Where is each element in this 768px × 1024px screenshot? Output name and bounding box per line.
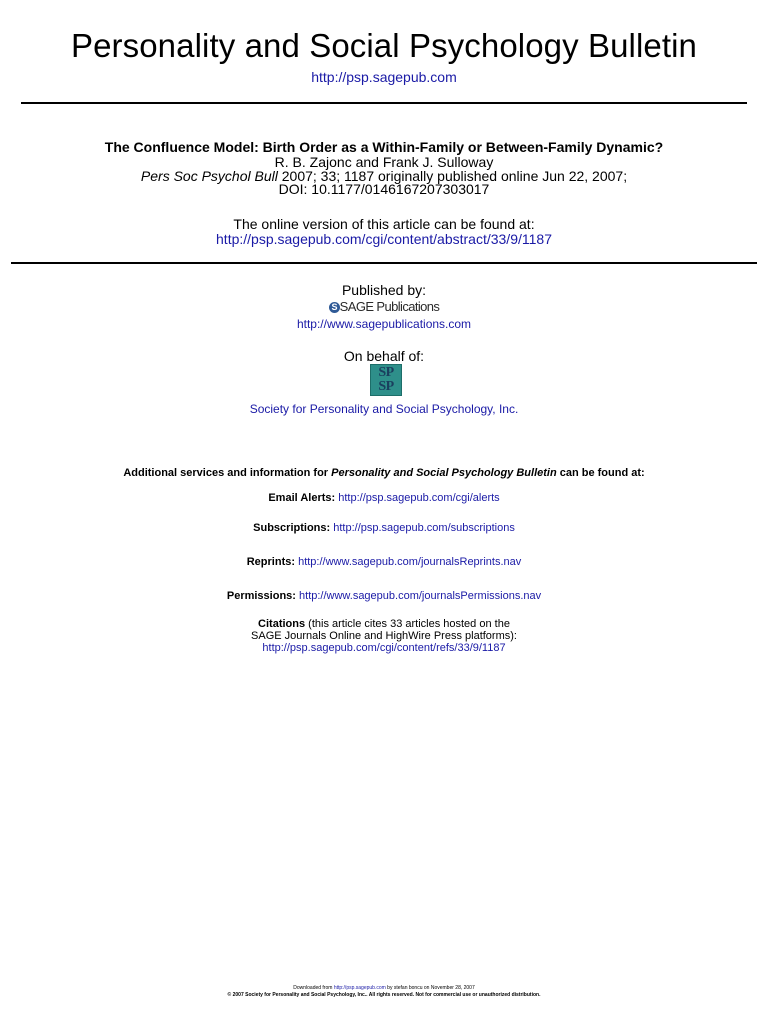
middle-divider xyxy=(11,262,757,264)
citations-text-2: SAGE Journals Online and HighWire Press platforms): xyxy=(251,630,517,642)
on-behalf-label: On behalf of: xyxy=(343,348,425,364)
citations-link[interactable]: http://psp.sagepub.com/cgi/content/refs/33/9/1187 xyxy=(262,642,506,654)
sage-logo-icon: S xyxy=(329,302,340,313)
subscriptions-link[interactable]: http://psp.sagepub.com/subscriptions xyxy=(333,522,515,534)
sage-logo-text: SAGE Publications xyxy=(339,299,440,314)
services-intro-journal: Personality and Social Psychology Bulletin xyxy=(331,467,557,479)
spsp-logo-top-text: SP xyxy=(378,365,394,380)
citation-details: 2007; 33; 1187 originally published online Jun 22, 2007; xyxy=(277,168,628,184)
published-by-label: Published by: xyxy=(341,282,427,298)
journal-abbrev: Pers Soc Psychol Bull xyxy=(140,168,278,184)
reprints-row xyxy=(0,555,768,569)
society-line xyxy=(0,402,768,416)
permissions-label: Permissions: xyxy=(226,590,296,602)
spsp-logo-bottom-text: SP xyxy=(378,379,394,394)
citations-text-1: (this article cites 33 articles hosted on the xyxy=(305,618,510,630)
services-intro-after: can be found at: xyxy=(556,467,645,479)
online-version-line xyxy=(0,231,768,247)
reprints-link[interactable]: http://www.sagepub.com/journalsReprints.nav xyxy=(298,556,522,568)
spsp-logo xyxy=(370,364,402,396)
online-version-label: The online version of this article can be found at: xyxy=(233,216,535,232)
top-divider xyxy=(21,102,747,104)
citations-line-1 xyxy=(0,618,768,630)
journal-url-line xyxy=(0,69,768,85)
download-note xyxy=(0,985,768,992)
publisher-url-link[interactable]: http://www.sagepublications.com xyxy=(296,317,472,331)
permissions-row xyxy=(0,589,768,603)
journal-url-link[interactable]: http://psp.sagepub.com xyxy=(311,69,457,85)
subscriptions-label: Subscriptions: xyxy=(253,522,331,534)
sage-publications-logo xyxy=(0,299,768,315)
citations-label: Citations xyxy=(258,618,306,630)
email-alerts-label: Email Alerts: xyxy=(268,492,336,504)
email-alerts-link[interactable]: http://psp.sagepub.com/cgi/alerts xyxy=(338,492,500,504)
services-intro-before: Additional services and information for xyxy=(123,467,332,479)
email-alerts-row xyxy=(0,491,768,505)
download-source-link[interactable]: http://psp.sagepub.com xyxy=(333,985,386,991)
subscriptions-row xyxy=(0,521,768,535)
society-link[interactable]: Society for Personality and Social Psychology, Inc. xyxy=(249,402,519,416)
article-doi: DOI: 10.1177/0146167207303017 xyxy=(278,181,490,197)
article-title: The Confluence Model: Birth Order as a Within-Family or Between-Family Dynamic? xyxy=(104,139,664,155)
download-suffix: by stefan boncu on November 28, 2007 xyxy=(385,985,475,991)
additional-services-heading xyxy=(0,466,768,480)
download-prefix: Downloaded from xyxy=(293,985,334,991)
reprints-label: Reprints: xyxy=(246,556,296,568)
journal-title: Personality and Social Psychology Bulletin xyxy=(70,27,698,64)
citations-block xyxy=(0,618,768,654)
permissions-link[interactable]: http://www.sagepub.com/journalsPermissions.nav xyxy=(299,590,542,602)
online-version-link[interactable]: http://psp.sagepub.com/cgi/content/abstract/33/9/1187 xyxy=(216,231,552,247)
copyright-notice: © 2007 Society for Personality and Social Psychology, Inc.. All rights reserved. Not for commercial use or unauthorized distribution. xyxy=(227,992,541,998)
article-authors: R. B. Zajonc and Frank J. Sulloway xyxy=(274,154,494,170)
publisher-url-line xyxy=(0,317,768,331)
